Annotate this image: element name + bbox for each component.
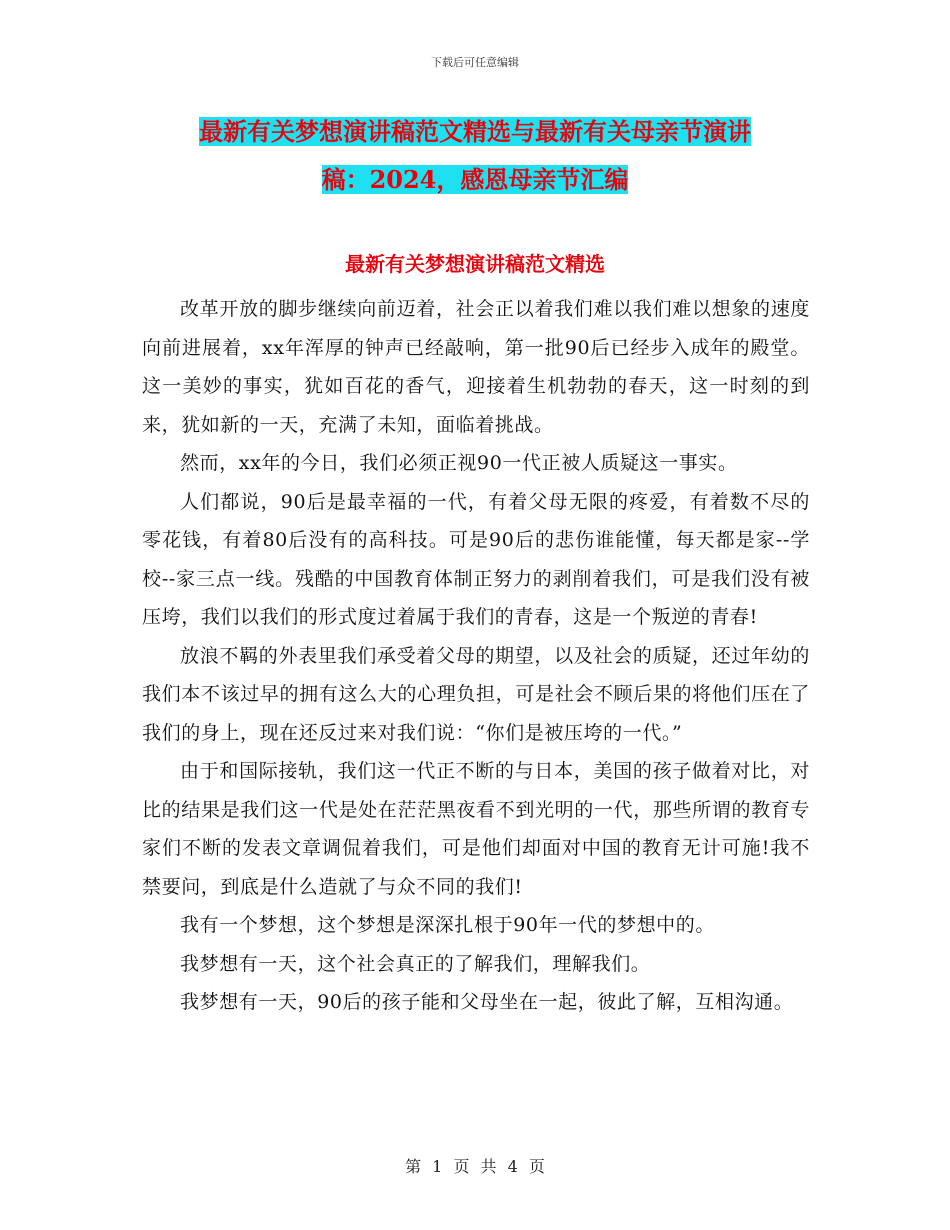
paragraph: 我有一个梦想，这个梦想是深深扎根于90年一代的梦想中的。 bbox=[180, 914, 715, 936]
page-header-note: 下载后可任意编辑 bbox=[431, 56, 519, 69]
paragraph: 然而，xx年的今日，我们必须正视90一代正被人质疑这一事实。 bbox=[180, 452, 738, 474]
paragraph: 放浪不羁的外表里我们承受着父母的期望，以及社会的质疑，还过年幼的我们本不该过早的拥有这么大的心理负担，可是社会不顾后果的将他们压在了我们的身上，现在还反过来对我们说：“你们是被压垮的一代。” bbox=[142, 644, 810, 744]
document-title-line-1: 最新有关梦想演讲稿范文精选与最新有关母亲节演讲 bbox=[199, 117, 751, 146]
paragraph: 由于和国际接轨，我们这一代正不断的与日本，美国的孩子做着对比，对比的结果是我们这一代是处在茫茫黑夜看不到光明的一代，那些所谓的教育专家们不断的发表文章调侃着我们，可是他们却面对中国的教育无计可施!我不禁要问，到底是什么造就了与众不同的我们! bbox=[142, 760, 810, 898]
paragraph: 改革开放的脚步继续向前迈着，社会正以着我们难以我们难以想象的速度向前进展着，xx年浑厚的钟声已经敲响，第一批90后已经步入成年的殿堂。这一美妙的事实，犹如百花的香气，迎接着生机勃勃的春天，这一时刻的到来，犹如新的一天，充满了未知，面临着挑战。 bbox=[142, 298, 810, 436]
document-body bbox=[142, 290, 810, 1022]
paragraph: 我梦想有一天，这个社会真正的了解我们，理解我们。 bbox=[180, 952, 651, 975]
paragraph: 人们都说，90后是最幸福的一代，有着父母无限的疼爱，有着数不尽的零花钱，有着80后没有的高科技。可是90后的悲伤谁能懂，每天都是家--学校--家三点一线。残酷的中国教育体制正努力的剥削着我们，可是我们没有被压垮，我们以我们的形式度过着属于我们的青春，这是一个叛逆的青春! bbox=[142, 490, 810, 628]
section-title: 最新有关梦想演讲稿范文精选 bbox=[345, 252, 605, 276]
document-title bbox=[140, 108, 810, 204]
paragraph: 我梦想有一天，90后的孩子能和父母坐在一起，彼此了解，互相沟通。 bbox=[180, 991, 794, 1013]
document-title-line-2: 稿：2024，感恩母亲节汇编 bbox=[321, 165, 629, 194]
page-number-footer: 第 1 页 共 4 页 bbox=[405, 1157, 545, 1176]
